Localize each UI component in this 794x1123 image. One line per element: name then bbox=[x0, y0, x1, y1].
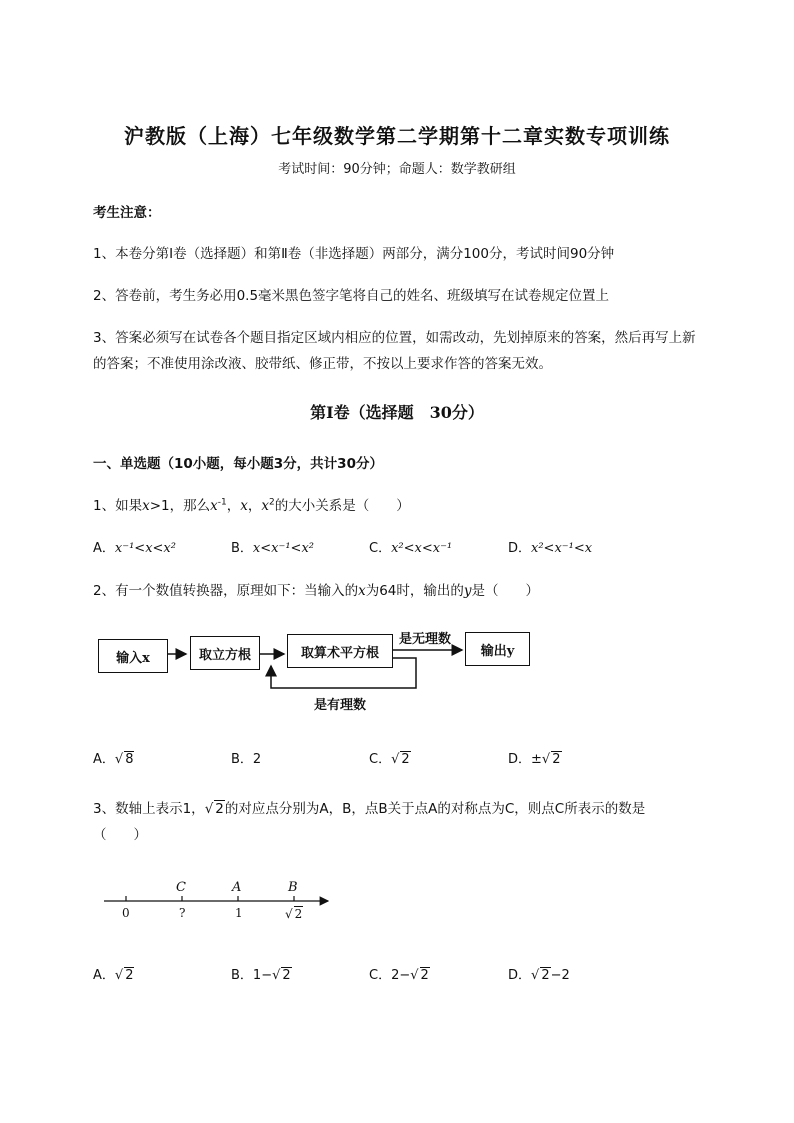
notice-item-2: 2、答卷前，考生务必用0.5毫米黑色签字笔将自己的姓名、班级填写在试卷规定位置上 bbox=[93, 288, 610, 304]
option-text: x²<x⁻¹<x bbox=[531, 541, 593, 556]
page-title: 沪教版（上海）七年级数学第二学期第十二章实数专项训练 bbox=[124, 124, 670, 148]
option-text: x⁻¹<x<x² bbox=[114, 541, 176, 556]
question-3-stem-line-2: （ ） bbox=[93, 827, 147, 843]
flow-irrational-label: 是无理数 bbox=[399, 632, 452, 647]
radicand: 2 bbox=[420, 968, 429, 983]
q2-option-c[interactable] bbox=[369, 748, 411, 767]
radicand: 2 bbox=[552, 752, 561, 767]
radicand: 2 bbox=[541, 968, 550, 983]
radicand: 2 bbox=[401, 752, 410, 767]
radical-sign: √ bbox=[114, 968, 124, 983]
q1-square-exponent: 2 bbox=[268, 497, 275, 508]
option-suffix: −2 bbox=[550, 968, 570, 983]
tick-label-unknown: ? bbox=[179, 906, 186, 920]
option-label: D． bbox=[508, 752, 532, 767]
flow-input-box: 输入x bbox=[98, 639, 168, 673]
option-label: D． bbox=[508, 541, 532, 556]
radical-sign: √ bbox=[114, 752, 124, 767]
q3-option-c[interactable] bbox=[369, 964, 430, 983]
question-2-stem bbox=[93, 579, 539, 599]
radicand: 2 bbox=[125, 968, 134, 983]
question-3-stem bbox=[93, 797, 645, 817]
radical-sign: √ bbox=[272, 968, 281, 983]
q3-option-a[interactable] bbox=[93, 964, 134, 983]
exam-info: 考试时间：90分钟；命题人：数学教研组 bbox=[278, 162, 516, 177]
radical-sign: √ bbox=[541, 752, 551, 767]
q1-option-a[interactable] bbox=[93, 537, 176, 556]
tick-label-1: 1 bbox=[235, 906, 243, 920]
option-label: C． bbox=[369, 541, 392, 556]
option-prefix: ± bbox=[531, 752, 542, 767]
q2-stem-b: 为64时，输出的 bbox=[365, 583, 464, 599]
option-prefix: 2− bbox=[391, 968, 411, 983]
tick-label-0: 0 bbox=[122, 906, 130, 920]
q2-option-a[interactable] bbox=[93, 748, 134, 767]
radicand: 2 bbox=[294, 907, 303, 921]
option-label: A． bbox=[93, 541, 115, 556]
point-label-b: B bbox=[288, 880, 298, 895]
q3-option-d[interactable] bbox=[508, 964, 570, 983]
tick-label-sqrt2 bbox=[285, 906, 303, 921]
q1-stem-a: 1、如果 bbox=[93, 498, 143, 514]
flow-cuberoot-box: 取立方根 bbox=[190, 636, 260, 670]
question-1-stem bbox=[93, 494, 410, 514]
option-label: A． bbox=[93, 752, 115, 767]
radical-sign: √ bbox=[531, 968, 540, 983]
notice-item-1: 1、本卷分第Ⅰ卷（选择题）和第Ⅱ卷（非选择题）两部分，满分100分，考试时间90分钟 bbox=[93, 246, 615, 262]
q1-condition: >1，那么 bbox=[149, 498, 211, 514]
q1-var-x-2: x bbox=[240, 498, 248, 514]
option-label: B． bbox=[231, 752, 253, 767]
flow-rational-label: 是有理数 bbox=[314, 698, 367, 713]
q2-stem-c: 是（ ） bbox=[471, 583, 540, 599]
point-label-c: C bbox=[176, 880, 186, 895]
section-title: 第Ⅰ卷（选择题 30分） bbox=[310, 403, 484, 422]
q2-stem-a: 2、有一个数值转换器，原理如下：当输入的 bbox=[93, 583, 359, 599]
number-line-axis bbox=[100, 895, 340, 915]
q2-var-y: y bbox=[463, 583, 472, 599]
q2-option-b[interactable] bbox=[231, 748, 261, 767]
notice-item-3-line-1: 3、答案必须写在试卷各个题目指定区域内相应的位置，如需改动，先划掉原来的答案，然后再写上新 bbox=[93, 330, 696, 346]
q2-var-x: x bbox=[358, 583, 366, 599]
part-heading: 一、单选题（10小题，每小题3分，共计30分） bbox=[93, 456, 383, 472]
notice-item-3-line-2: 的答案；不准使用涂改液、胶带纸、修正带，不按以上要求作答的答案无效。 bbox=[93, 356, 552, 372]
radical-sign: √ bbox=[285, 907, 293, 921]
q1-separator: ， bbox=[226, 498, 241, 514]
point-label-a: A bbox=[232, 880, 242, 895]
notice-heading: 考生注意： bbox=[93, 205, 161, 221]
q3-option-b[interactable] bbox=[231, 964, 292, 983]
q3-stem-b: 的对应点分别为A，B，点B关于点A的对称点为C，则点C所表示的数是 bbox=[224, 801, 646, 817]
flow-output-box: 输出y bbox=[465, 632, 530, 666]
radicand: 2 bbox=[282, 968, 291, 983]
q1-var-x: x bbox=[142, 498, 150, 514]
q1-var-x-inverse: x bbox=[210, 498, 218, 514]
option-label: B． bbox=[231, 968, 253, 983]
flow-sqrt-box: 取算术平方根 bbox=[287, 634, 393, 668]
q1-inverse-exponent: -1 bbox=[217, 497, 227, 508]
option-text: x<x⁻¹<x² bbox=[252, 541, 314, 556]
radical-sign: √ bbox=[391, 752, 400, 767]
q1-stem-b: 的大小关系是（ ） bbox=[274, 498, 410, 514]
q1-option-c[interactable] bbox=[369, 537, 452, 556]
radicand: 2 bbox=[215, 801, 224, 817]
q1-option-b[interactable] bbox=[231, 537, 314, 556]
q3-stem-a: 3、数轴上表示1， bbox=[93, 801, 205, 817]
q1-var-x-squared: x bbox=[261, 498, 269, 514]
option-label: A． bbox=[93, 968, 115, 983]
radical-sign: √ bbox=[410, 968, 419, 983]
option-label: C． bbox=[369, 752, 392, 767]
radical-sign: √ bbox=[204, 801, 214, 817]
option-prefix: 1− bbox=[252, 968, 273, 983]
option-text: x²<x<x⁻¹ bbox=[391, 541, 453, 556]
q1-option-d[interactable] bbox=[508, 537, 592, 556]
option-label: B． bbox=[231, 541, 253, 556]
radicand: 8 bbox=[125, 752, 134, 767]
q2-option-d[interactable] bbox=[508, 748, 562, 767]
option-label: C． bbox=[369, 968, 392, 983]
option-text: 2 bbox=[252, 752, 262, 767]
option-label: D． bbox=[508, 968, 532, 983]
q1-separator-2: ， bbox=[247, 498, 262, 514]
